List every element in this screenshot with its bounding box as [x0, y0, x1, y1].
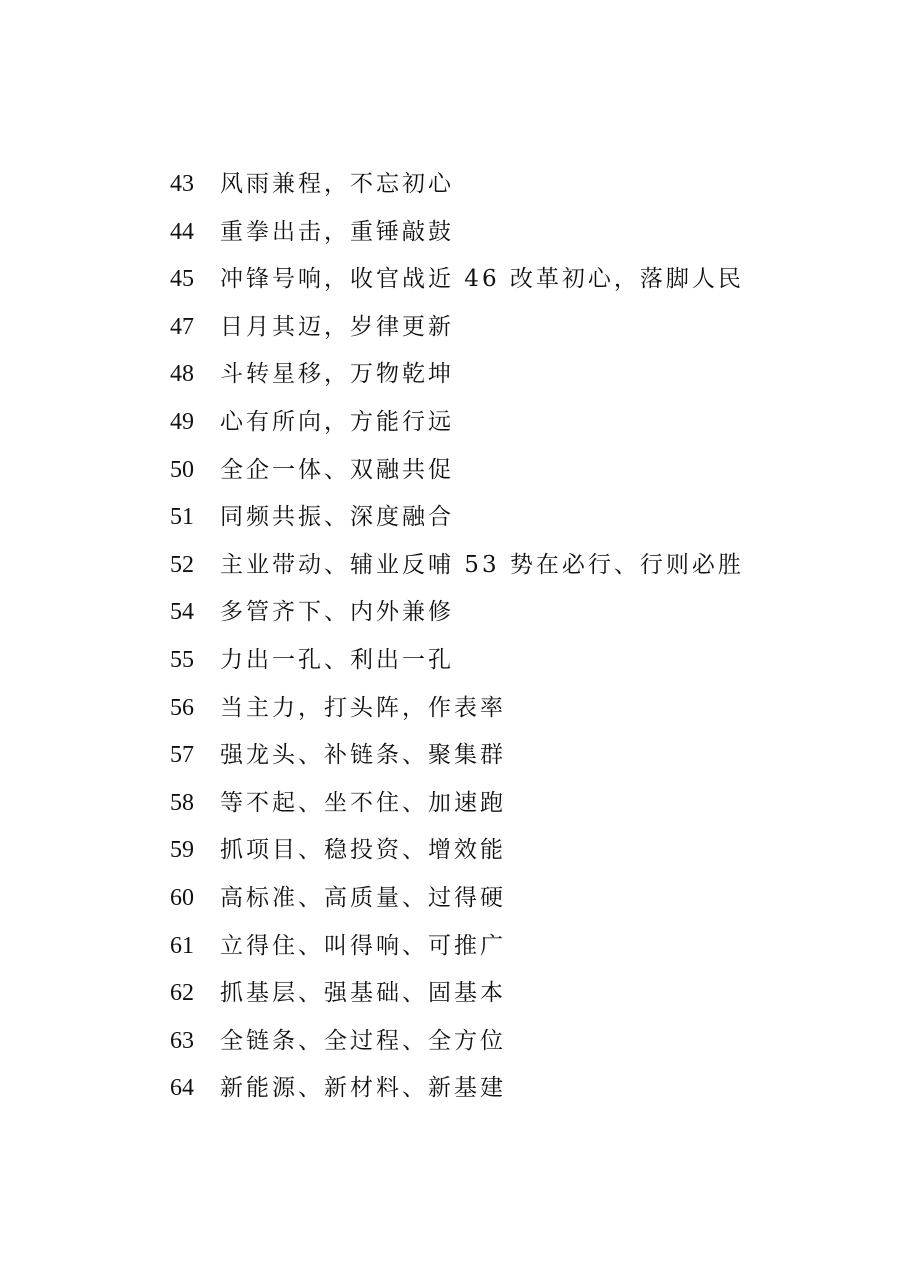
item-text: 抓基层、强基础、固基本 — [220, 980, 506, 1007]
item-number: 49 — [170, 408, 194, 435]
item-number: 58 — [170, 789, 194, 816]
numbered-phrase-list — [170, 161, 850, 1113]
list-item — [170, 494, 850, 542]
item-number: 62 — [170, 980, 194, 1007]
item-number: 60 — [170, 884, 194, 911]
list-item — [170, 589, 850, 637]
item-number: 55 — [170, 646, 194, 673]
list-item — [170, 1065, 850, 1113]
list-item — [170, 542, 850, 590]
item-text: 等不起、坐不住、加速跑 — [220, 789, 506, 816]
list-item — [170, 732, 850, 780]
item-text: 冲锋号响，收官战近 46 改革初心，落脚人民 — [220, 266, 744, 293]
item-text: 新能源、新材料、新基建 — [220, 1075, 506, 1102]
list-item — [170, 923, 850, 971]
list-item — [170, 399, 850, 447]
item-number: 63 — [170, 1027, 194, 1054]
item-text: 力出一孔、利出一孔 — [220, 646, 454, 673]
list-item — [170, 161, 850, 209]
item-text: 当主力，打头阵，作表率 — [220, 694, 506, 721]
item-text: 斗转星移，万物乾坤 — [220, 361, 454, 388]
item-number: 50 — [170, 456, 194, 483]
item-text: 立得住、叫得响、可推广 — [220, 932, 506, 959]
item-text: 风雨兼程，不忘初心 — [220, 171, 454, 197]
item-text: 同频共振、深度融合 — [220, 504, 454, 531]
item-number: 47 — [170, 313, 194, 340]
list-item — [170, 447, 850, 495]
item-text: 主业带动、辅业反哺 53 势在必行、行则必胜 — [220, 551, 744, 578]
item-text: 抓项目、稳投资、增效能 — [220, 837, 506, 864]
item-number: 43 — [170, 171, 194, 197]
list-item — [170, 637, 850, 685]
item-number: 45 — [170, 266, 194, 293]
item-text: 日月其迈，岁律更新 — [220, 313, 454, 340]
item-text: 全链条、全过程、全方位 — [220, 1027, 506, 1054]
list-item — [170, 351, 850, 399]
list-item — [170, 970, 850, 1018]
item-text: 强龙头、补链条、聚集群 — [220, 742, 506, 769]
item-number: 44 — [170, 218, 194, 245]
list-item — [170, 304, 850, 352]
item-text: 心有所向，方能行远 — [220, 408, 454, 435]
list-item — [170, 875, 850, 923]
item-number: 64 — [170, 1075, 194, 1102]
item-text: 多管齐下、内外兼修 — [220, 599, 454, 626]
list-item — [170, 827, 850, 875]
list-item — [170, 209, 850, 257]
item-text: 重拳出击，重锤敲鼓 — [220, 218, 454, 245]
list-item — [170, 685, 850, 733]
list-item — [170, 780, 850, 828]
item-number: 59 — [170, 837, 194, 864]
item-number: 48 — [170, 361, 194, 388]
list-item — [170, 1018, 850, 1066]
item-number: 57 — [170, 742, 194, 769]
item-number: 56 — [170, 694, 194, 721]
item-number: 54 — [170, 599, 194, 626]
item-text: 全企一体、双融共促 — [220, 456, 454, 483]
item-number: 51 — [170, 504, 194, 531]
list-item — [170, 256, 850, 304]
item-text: 高标准、高质量、过得硬 — [220, 884, 506, 911]
item-number: 52 — [170, 551, 194, 578]
item-number: 61 — [170, 932, 194, 959]
